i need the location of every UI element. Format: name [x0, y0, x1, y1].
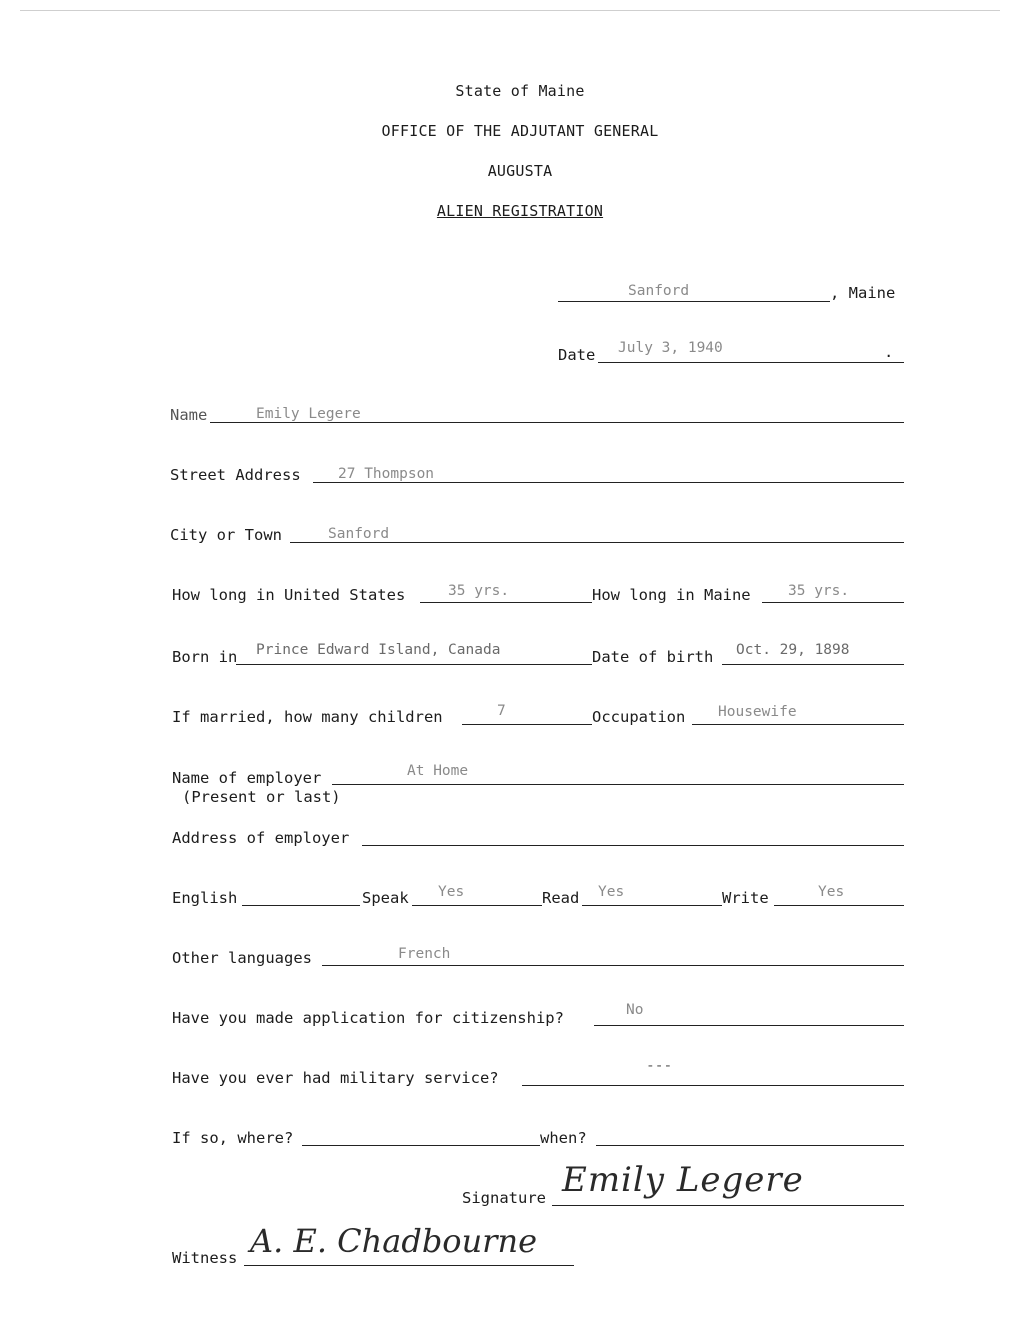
how-long-maine-value: 35 yrs. [788, 583, 850, 599]
write-label: Write [722, 889, 769, 907]
page-edge [20, 10, 1000, 11]
street-address-value: 27 Thompson [338, 466, 435, 482]
write-line [774, 905, 904, 906]
how-long-us-label: How long in United States [172, 586, 406, 604]
date-of-birth-line [722, 664, 904, 665]
speak-label: Speak [362, 889, 409, 907]
date-label: Date [558, 346, 596, 364]
speak-line [412, 905, 542, 906]
witness-line [244, 1265, 574, 1266]
other-languages-label: Other languages [172, 949, 312, 967]
other-languages-value: French [398, 946, 451, 962]
name-value: Emily Legere [256, 406, 361, 422]
employer-address-label: Address of employer [172, 829, 350, 847]
children-value: 7 [497, 703, 506, 719]
employer-address-line [362, 845, 904, 846]
english-line [242, 905, 360, 906]
citizenship-value: No [626, 1002, 644, 1018]
born-in-value: Prince Edward Island, Canada [256, 642, 501, 658]
read-line [582, 905, 722, 906]
city-or-town-line [290, 542, 904, 543]
town-line [558, 301, 830, 302]
when-label: when? [540, 1129, 587, 1147]
city-heading: AUGUSTA [487, 162, 553, 180]
how-long-us-value: 35 yrs. [448, 583, 510, 599]
other-languages-line [322, 965, 904, 966]
street-address-label: Street Address [170, 466, 301, 484]
employer-name-sublabel: (Present or last) [182, 788, 341, 806]
read-value: Yes [598, 884, 625, 900]
born-in-line [236, 664, 592, 665]
city-or-town-label: City or Town [170, 526, 282, 544]
town-value: Sanford [628, 283, 690, 299]
employer-name-line [332, 784, 904, 785]
military-service-line [522, 1085, 904, 1086]
citizenship-label: Have you made application for citizenship? [172, 1009, 564, 1027]
how-long-maine-label: How long in Maine [592, 586, 751, 604]
english-label: English [172, 889, 238, 907]
speak-value: Yes [438, 884, 465, 900]
office-heading: OFFICE OF THE ADJUTANT GENERAL [381, 122, 659, 140]
born-in-label: Born in [172, 648, 238, 666]
date-value: July 3, 1940 [618, 340, 723, 356]
signature-handwriting: Emily Legere [562, 1160, 804, 1200]
witness-label: Witness [172, 1249, 238, 1267]
occupation-line [692, 724, 904, 725]
children-label: If married, how many children [172, 708, 443, 726]
name-label: Name [170, 406, 208, 424]
form-title: ALIEN REGISTRATION [436, 202, 604, 220]
street-address-line [313, 482, 904, 483]
how-long-maine-line [762, 602, 904, 603]
date-of-birth-label: Date of birth [592, 648, 714, 666]
when-line [596, 1145, 904, 1146]
occupation-value: Housewife [718, 704, 797, 720]
city-or-town-value: Sanford [328, 526, 390, 542]
witness-handwriting: A. E. Chadbourne [250, 1222, 538, 1260]
military-service-value: --- [646, 1058, 673, 1074]
how-long-us-line [420, 602, 592, 603]
children-line [462, 724, 592, 725]
military-service-label: Have you ever had military service? [172, 1069, 499, 1087]
where-label: If so, where? [172, 1129, 294, 1147]
occupation-label: Occupation [592, 708, 686, 726]
where-line [302, 1145, 540, 1146]
signature-line [552, 1205, 904, 1206]
date-end-mark: . [884, 343, 894, 361]
read-label: Read [542, 889, 580, 907]
write-value: Yes [818, 884, 845, 900]
date-of-birth-value: Oct. 29, 1898 [736, 642, 850, 658]
state-suffix: , Maine [830, 284, 896, 302]
citizenship-line [594, 1025, 904, 1026]
state-heading: State of Maine [455, 82, 585, 100]
date-line [598, 362, 904, 363]
name-line [210, 422, 904, 423]
employer-name-value: At Home [407, 763, 469, 779]
employer-name-label: Name of employer [172, 769, 322, 787]
signature-label: Signature [462, 1189, 546, 1207]
